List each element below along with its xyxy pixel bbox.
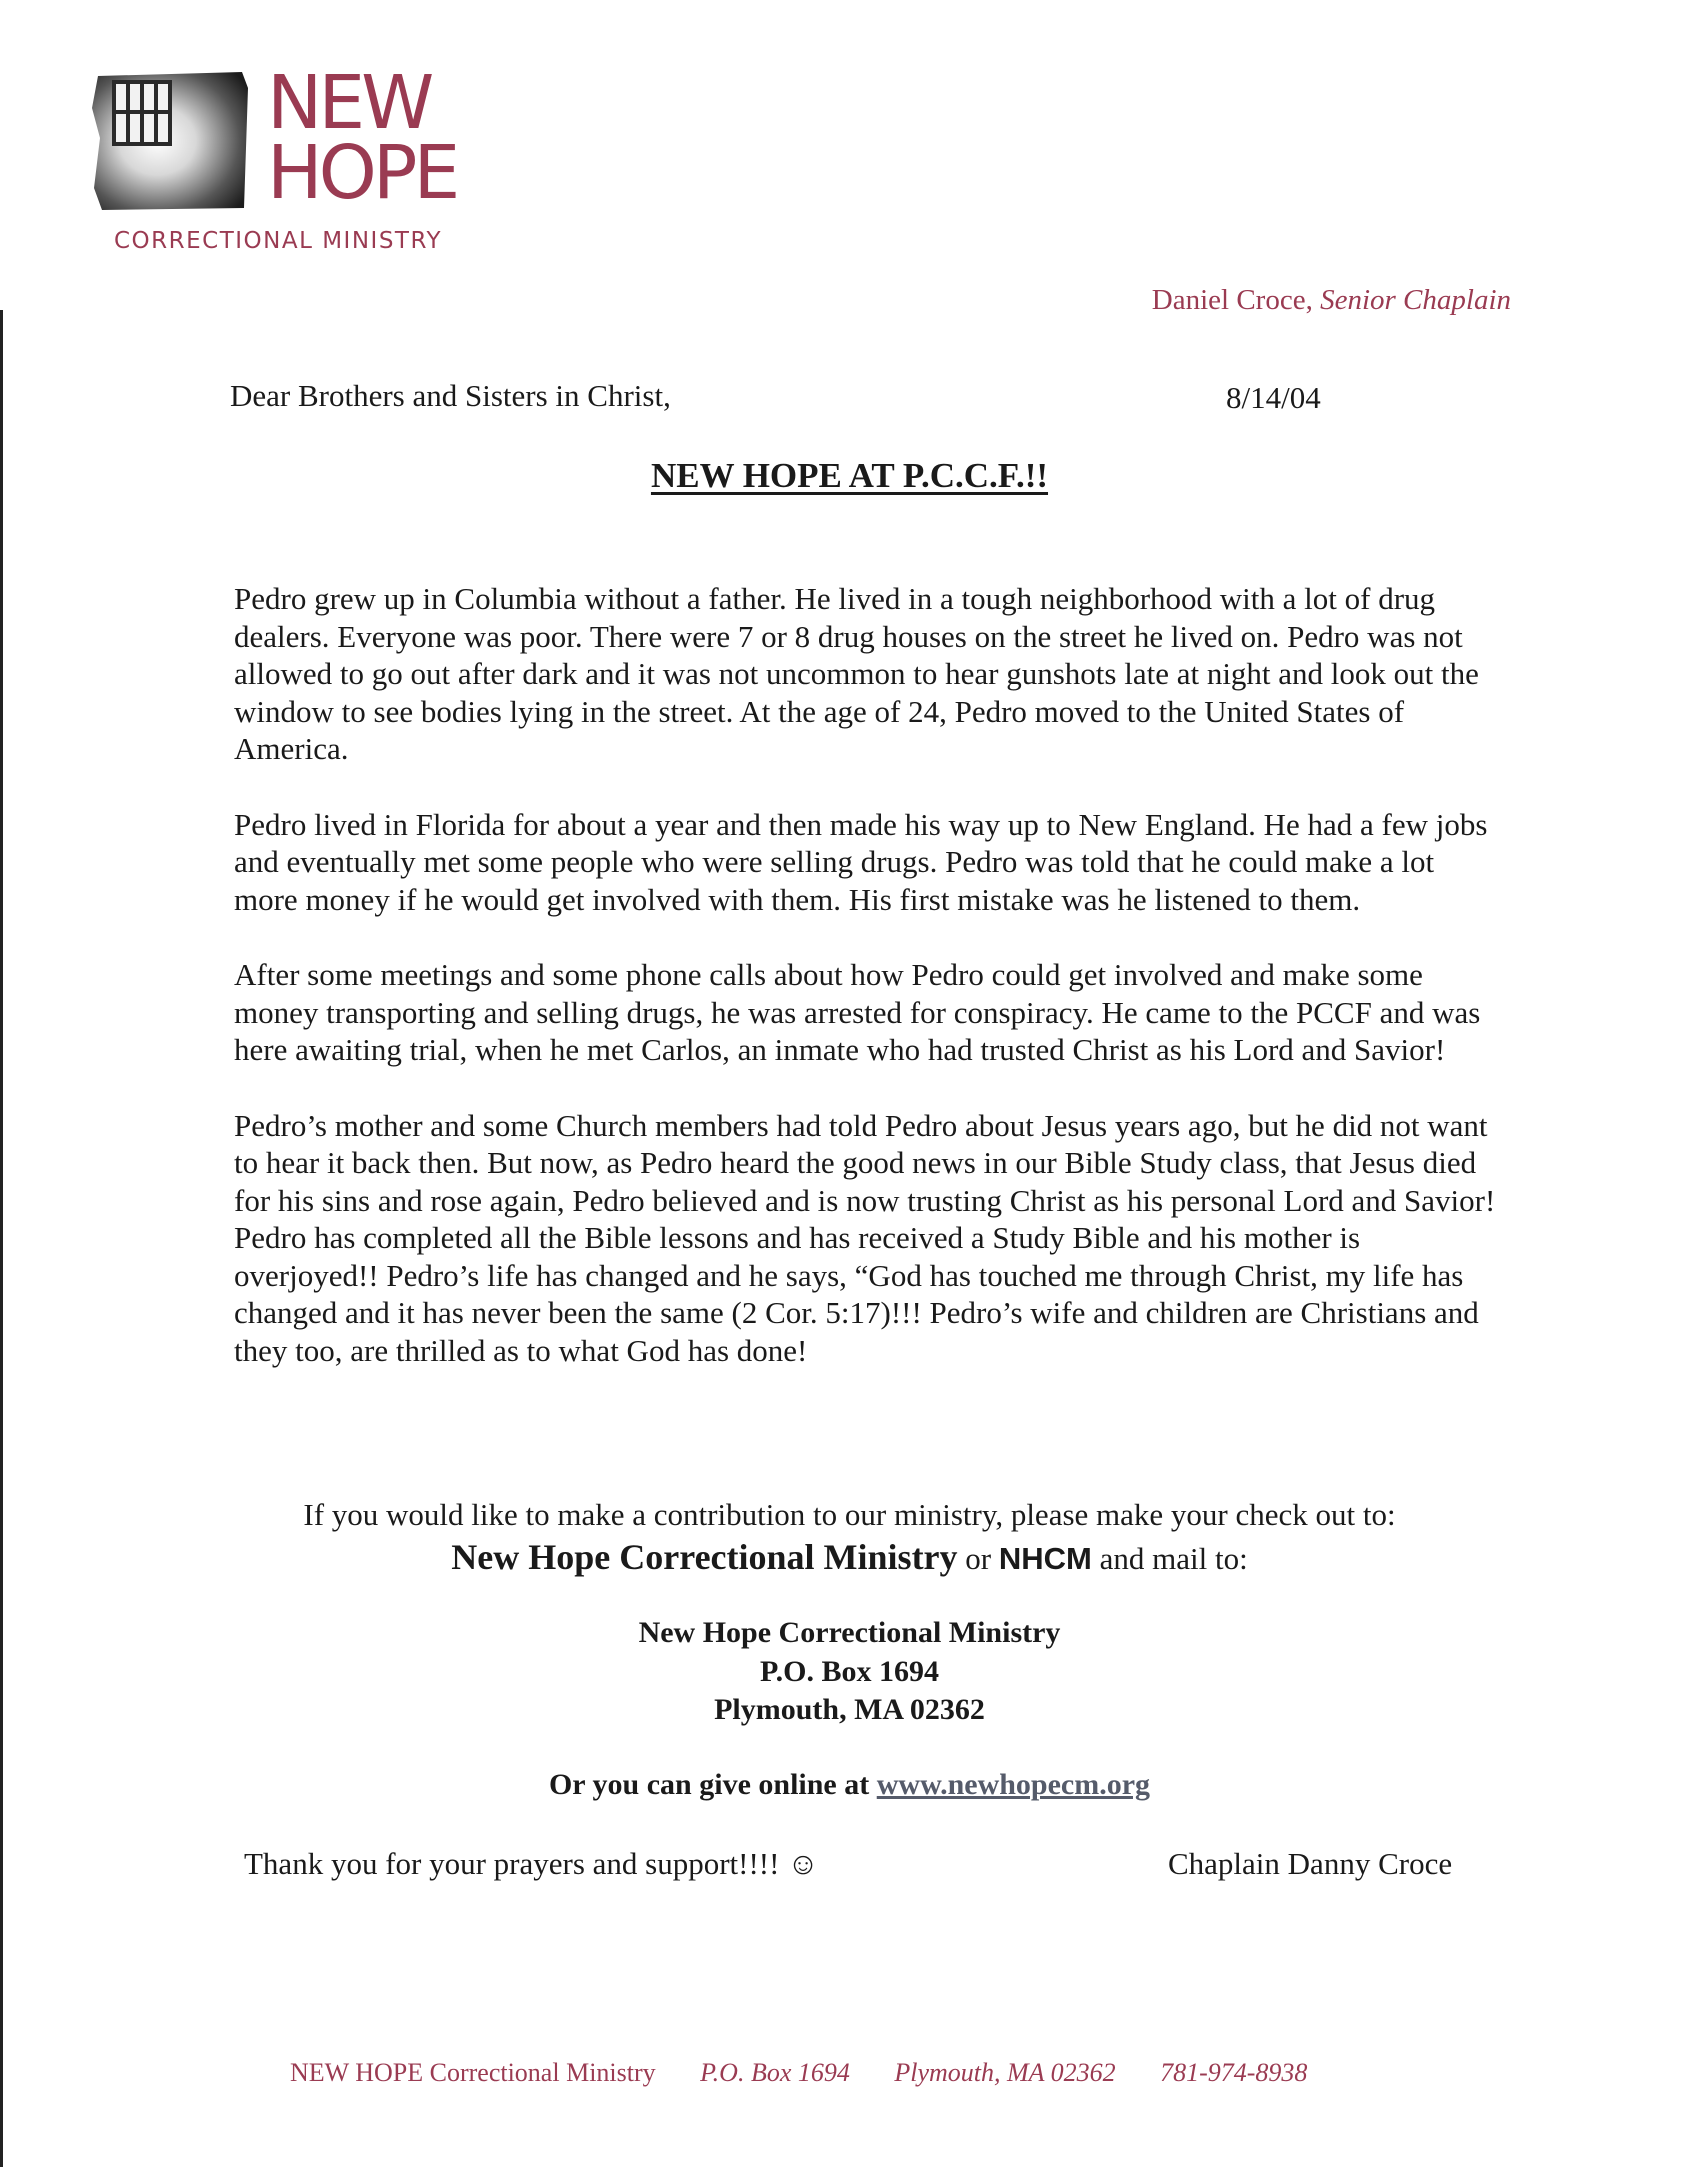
- logo: [92, 60, 512, 268]
- appeal-org: New Hope Correctional Ministry: [451, 1537, 958, 1577]
- paragraph: Pedro lived in Florida for about a year and then made his way up to New England. He had a few jobs and eventually met some people who were selling drugs. Pedro was told that he could make a lot more money if he would get involved with them. His first mistake was he listened to them.: [234, 806, 1488, 917]
- greeting: Dear Brothers and Sisters in Christ,: [230, 378, 671, 413]
- address-line: New Hope Correctional Ministry: [638, 1616, 1061, 1649]
- paragraph: Pedro grew up in Columbia without a father. He lived in a tough neighborhood with a lot of drug dealers. Everyone was poor. There were 7 or 8 drug houses on the street he lived on. Pedro was not allowed to go out after dark and it was not uncommon to hear gunshots late at night and look out the window to see bodies lying in the street. At the age of 24, Pedro moved to the United States of America.: [234, 581, 1479, 766]
- barred-window-icon: [92, 68, 252, 213]
- appeal-line-1: If you would like to make a contribution to our ministry, please make your check out to:: [303, 1497, 1396, 1532]
- logo-subtitle: CORRECTIONAL MINISTRY: [114, 228, 443, 254]
- thanks-line: Thank you for your prayers and support!!!! ☺: [244, 1846, 819, 1881]
- footer-phone: 781-974-8938: [1160, 2058, 1308, 2087]
- headline: [0, 456, 1699, 496]
- headline-text: NEW HOPE AT P.C.C.F.!!: [650, 456, 1049, 495]
- mailing-address: [0, 1614, 1699, 1730]
- letter-body: [234, 580, 1504, 1407]
- scan-edge-divider: [0, 310, 3, 2167]
- footer-city: Plymouth, MA 02362: [894, 2058, 1116, 2087]
- logo-line-2: HOPE: [267, 130, 457, 216]
- address-line: P.O. Box 1694: [760, 1654, 939, 1688]
- appeal-line-2: [0, 1536, 1699, 1580]
- website-link[interactable]: www.newhopecm.org: [876, 1768, 1151, 1801]
- online-giving: [0, 1768, 1699, 1802]
- footer-org: NEW HOPE Correctional Ministry: [290, 2058, 656, 2087]
- logo-line-1: NEW: [267, 60, 431, 146]
- appeal-abbrev: NHCM: [998, 1541, 1092, 1576]
- donation-appeal: [0, 1494, 1699, 1580]
- footer-box: P.O. Box 1694: [700, 2058, 850, 2087]
- address-line: Plymouth, MA 02362: [714, 1693, 985, 1726]
- chaplain-header: [1152, 284, 1511, 317]
- logo-wordmark: [267, 60, 457, 216]
- letter-date: 8/14/04: [1226, 380, 1321, 415]
- paragraph: Pedro’s mother and some Church members had told Pedro about Jesus years ago, but he did not want to hear it back then. But now, as Pedro heard the good news in our Bible Study class, that Jesus died for his sins and rose again, Pedro believed and is now trusting Christ as his personal Lord and Savior! Pedro has completed all the Bible lessons and has received a Study Bible and his mother is overjoyed!! Pedro’s life has changed and he says, “God has touched me through Christ, my life has changed and it has never been the same (2 Cor. 5:17)!!! Pedro’s wife and children are Christians and they too, are thrilled as to what God has done!: [234, 1107, 1496, 1368]
- footer: [290, 2058, 1345, 2088]
- chaplain-name: Daniel Croce,: [1151, 284, 1313, 316]
- online-text: Or you can give online at: [548, 1768, 870, 1801]
- appeal-mail: and mail to:: [1099, 1541, 1248, 1576]
- paragraph: After some meetings and some phone calls about how Pedro could get involved and make some money transporting and selling drugs, he was arrested for conspiracy. He came to the PCCF and was here awaiting trial, when he met Carlos, an inmate who had trusted Christ as his Lord and Savior!: [234, 957, 1481, 1067]
- appeal-or: or: [965, 1541, 992, 1576]
- chaplain-title: Senior Chaplain: [1320, 284, 1511, 316]
- signoff: Chaplain Danny Croce: [1168, 1846, 1453, 1881]
